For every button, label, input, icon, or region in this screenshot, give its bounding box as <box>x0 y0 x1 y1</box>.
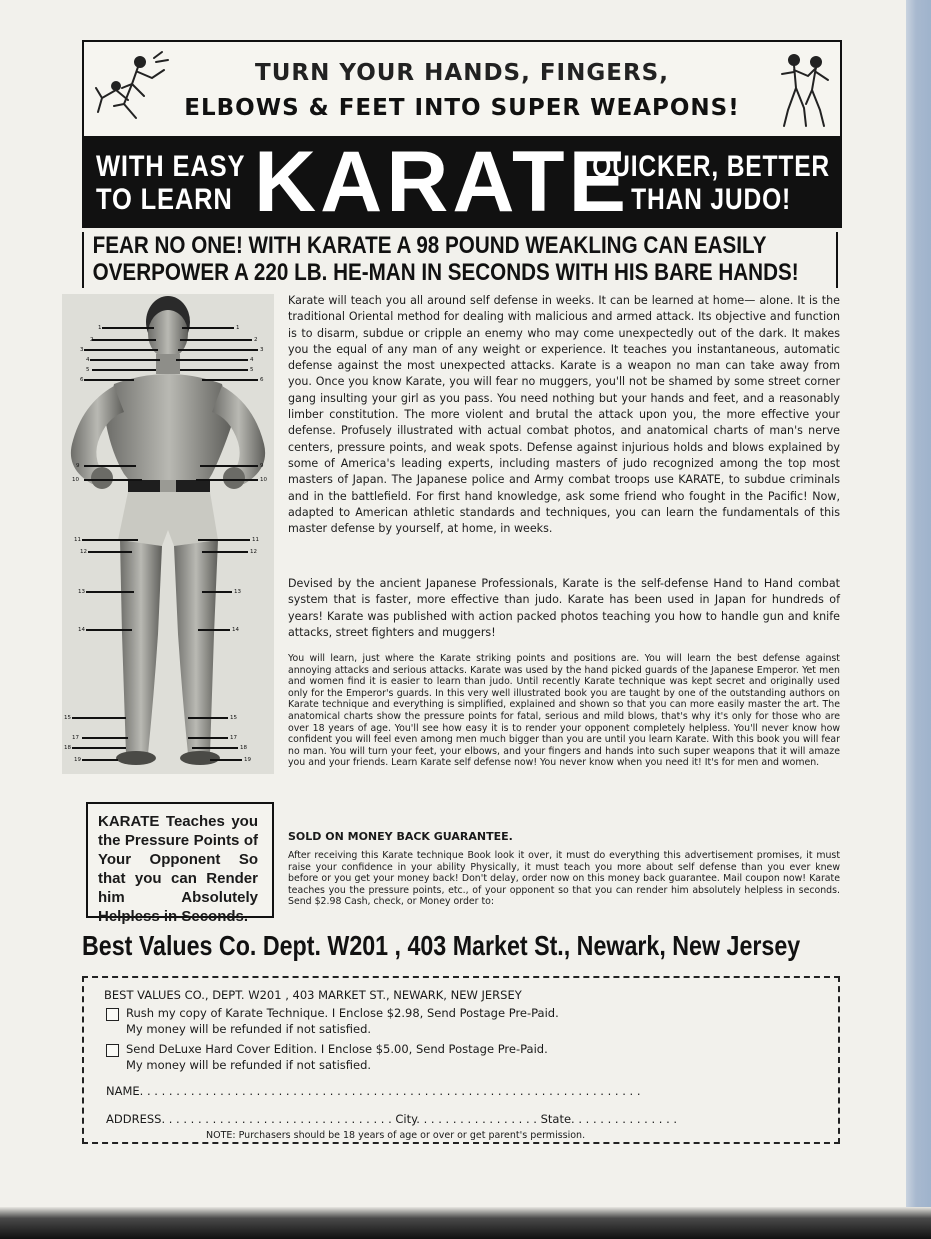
point-label-left: 5 <box>86 367 90 373</box>
callout-text: KARATE Teaches you the Pressure Points of Your Opponent So that you can Render him Absolutely Helpless in Seconds. <box>98 813 258 925</box>
headline-box <box>82 40 842 140</box>
name-label: NAME <box>106 1084 140 1098</box>
point-label-right: 15 <box>230 715 237 721</box>
point-label-left: 6 <box>80 377 84 383</box>
subheadline-line-1: FEAR NO ONE! WITH KARATE A 98 POUND WEAKLING CAN EASILY <box>92 232 767 259</box>
point-label-left: 2 <box>90 337 94 343</box>
point-label-left: 4 <box>86 357 90 363</box>
point-label-right: 1 <box>236 325 240 331</box>
point-label-right: 2 <box>254 337 258 343</box>
subheadline <box>82 232 838 288</box>
point-label-left: 18 <box>64 745 71 751</box>
headline-line-2: ELBOWS & FEET INTO SUPER WEAPONS! <box>184 95 740 121</box>
state-dotted-line: . . . . . . . . . . . . . . . <box>571 1112 678 1126</box>
banner-right-line-1: QUICKER, BETTER <box>592 150 830 183</box>
point-label-left: 19 <box>74 757 81 763</box>
address-dotted-line: . . . . . . . . . . . . . . . . . . . . . . . . . . . . . . . . <box>161 1112 396 1126</box>
name-field[interactable] <box>106 1084 640 1098</box>
body-paragraph-3: You will learn, just where the Karate striking points and positions are. You will learn the best defense against annoying attacks and serious attacks. Karate was used by the hand picked guards of the Japanese Emperor. Yet men and women find it is easier to learn than judo. Until recently Karate technique was kept secret and originally used only for the Emperor's guards. In this very well illustrated book you are taught by one of the outstanding authors on Karate technique and everything is simplified, explained and shown so that you can more easily master the art. The anatomical charts show the pressure points for fatal, serious and mild blows, that's why it's only for those who are over 18 years of age. You'll see how easy it is to render your opponent completely helpless. You'll never know how confident you will feel even among men much bigger than you are until you learn Karate. With this book you will fear no man. You will turn your feet, your elbows, and your fingers and hands into such super weapons that it will amaze you and your friends. Learn Karate self defense now! You never know when you need it! It's for men and women. <box>288 653 840 769</box>
point-label-left: 3 <box>80 347 84 353</box>
headline-line-1: TURN YOUR HANDS, FINGERS, <box>255 60 669 86</box>
point-label-right: 9 <box>260 463 264 469</box>
background-edge <box>906 0 931 1239</box>
point-label-left: 11 <box>74 537 81 543</box>
point-label-left: 9 <box>76 463 80 469</box>
banner-right-line-2: THAN JUDO! <box>631 183 792 216</box>
age-note: NOTE: Purchasers should be 18 years of age or over or get parent's permission. <box>206 1130 586 1141</box>
point-label-right: 19 <box>244 757 251 763</box>
option-2-line-1: Send DeLuxe Hard Cover Edition. I Enclose $5.00, Send Postage Pre-Paid. <box>126 1042 548 1056</box>
pressure-point-photo <box>62 294 274 774</box>
city-dotted-line: . . . . . . . . . . . . . . . . . <box>416 1112 541 1126</box>
point-label-right: 10 <box>260 477 267 483</box>
name-dotted-line: . . . . . . . . . . . . . . . . . . . . . . . . . . . . . . . . . . . . . . . . . . . . . . . . . . . . . . . . . . . . . . . . . . . . . <box>139 1084 641 1098</box>
coupon-header: BEST VALUES CO., DEPT. W201 , 403 MARKET ST., NEWARK, NEW JERSEY <box>104 988 522 1002</box>
option-1-line-2: My money will be refunded if not satisfied. <box>126 1022 372 1036</box>
point-label-right: 3 <box>260 347 264 353</box>
point-label-left: 17 <box>72 735 79 741</box>
pressure-points-callout <box>86 802 274 925</box>
option-2-checkbox[interactable] <box>106 1044 119 1057</box>
fighter-figures-illustration <box>776 50 832 130</box>
point-label-right: 4 <box>250 357 254 363</box>
point-label-left: 10 <box>72 477 79 483</box>
point-label-left: 12 <box>80 549 87 555</box>
point-label-left: 15 <box>64 715 71 721</box>
point-label-right: 17 <box>230 735 237 741</box>
bottom-shadow <box>0 1207 931 1239</box>
option-2-line-2: My money will be refunded if not satisfied. <box>126 1058 372 1072</box>
order-coupon <box>82 976 840 1144</box>
banner-title: KARATE <box>254 134 630 230</box>
banner-left-line-2: TO LEARN <box>96 183 233 216</box>
point-label-left: 1 <box>98 325 102 331</box>
point-label-right: 18 <box>240 745 247 751</box>
address-label: ADDRESS <box>106 1112 162 1126</box>
point-label-left: 14 <box>78 627 85 633</box>
banner-left-text <box>96 150 245 216</box>
guarantee-heading: SOLD ON MONEY BACK GUARANTEE. <box>288 830 513 843</box>
point-label-right: 13 <box>234 589 241 595</box>
point-label-right: 6 <box>260 377 264 383</box>
point-label-right: 11 <box>252 537 259 543</box>
point-label-right: 5 <box>250 367 254 373</box>
body-paragraph-4: After receiving this Karate technique Book look it over, it must do everything this advertisement promises, it must raise your confidence in your ability Physically, it must teach you more about self defense than you ever knew before or you get your money back! Don't delay, order now on this money back guarantee. Mail coupon now! Karate teaches you the pressure points, etc., of your opponent so that you can render him absolutely helpless in seconds. Send $2.98 Cash, check, or Money order to: <box>288 850 840 907</box>
body-paragraph-1: Karate will teach you all around self defense in weeks. It can be learned at home— alone. It is the traditional Oriental method for dealing with malicious and armed attack. Its objective and function is to disarm, subdue or cripple an enemy who may come unexpectedly out of the dark. It makes you the equal of any man of any weight or experience. It teaches you instantaneous, automatic defense against the most unexpected attacks. Karate is a weapon no man can take away from you. Once you know Karate, you will fear no muggers, you'll not be shamed by some street corner gang insulting your girl as you pass. You need nothing but your hands and feet, and a reasonably limber constitution. The more violent and brutal the attack upon you, the more effective your defense. Profusely illustrated with actual combat photos, and anatomical charts of man's nerve centers, pressure points, and weak spots. Defense against injurious holds and blows explained by some of America's leading experts, including masters of judo recognized among the top most masters of Japan. The Japanese police and Army combat troops use KARATE, to subdue criminals and in the battlefield. For first hand knowledge, ask some friend who fought in the Pacific! Now, adapted to American athletic standards and techniques, you can learn the fundamentals of this master defense by yourself, at home, in weeks. <box>288 294 840 536</box>
option-1-line-1: Rush my copy of Karate Technique. I Enclose $2.98, Send Postage Pre-Paid. <box>126 1006 559 1020</box>
body-paragraph-2: Devised by the ancient Japanese Professionals, Karate is the self-defense Hand to Hand combat system that is faster, more effective than judo. Karate has been used in Japan for hundreds of years! Karate was published with action packed photos teaching you how to handle gun and knife attacks, street fighters and muggers! <box>288 577 840 639</box>
point-label-right: 14 <box>232 627 239 633</box>
banner-left-line-1: WITH EASY <box>96 150 246 183</box>
address-field[interactable] <box>106 1112 677 1126</box>
subheadline-line-2: OVERPOWER A 220 LB. HE-MAN IN SECONDS WITH HIS BARE HANDS! <box>92 259 799 286</box>
point-label-left: 13 <box>78 589 85 595</box>
company-address: Best Values Co. Dept. W201 , 403 Market St., Newark, New Jersey <box>82 930 801 961</box>
banner-right-text <box>592 150 830 216</box>
option-1-checkbox[interactable] <box>106 1008 119 1021</box>
karate-banner <box>82 136 842 228</box>
man-figure-image <box>62 294 274 774</box>
state-label: State <box>540 1112 572 1126</box>
point-label-right: 12 <box>250 549 257 555</box>
city-label: City <box>395 1112 417 1126</box>
